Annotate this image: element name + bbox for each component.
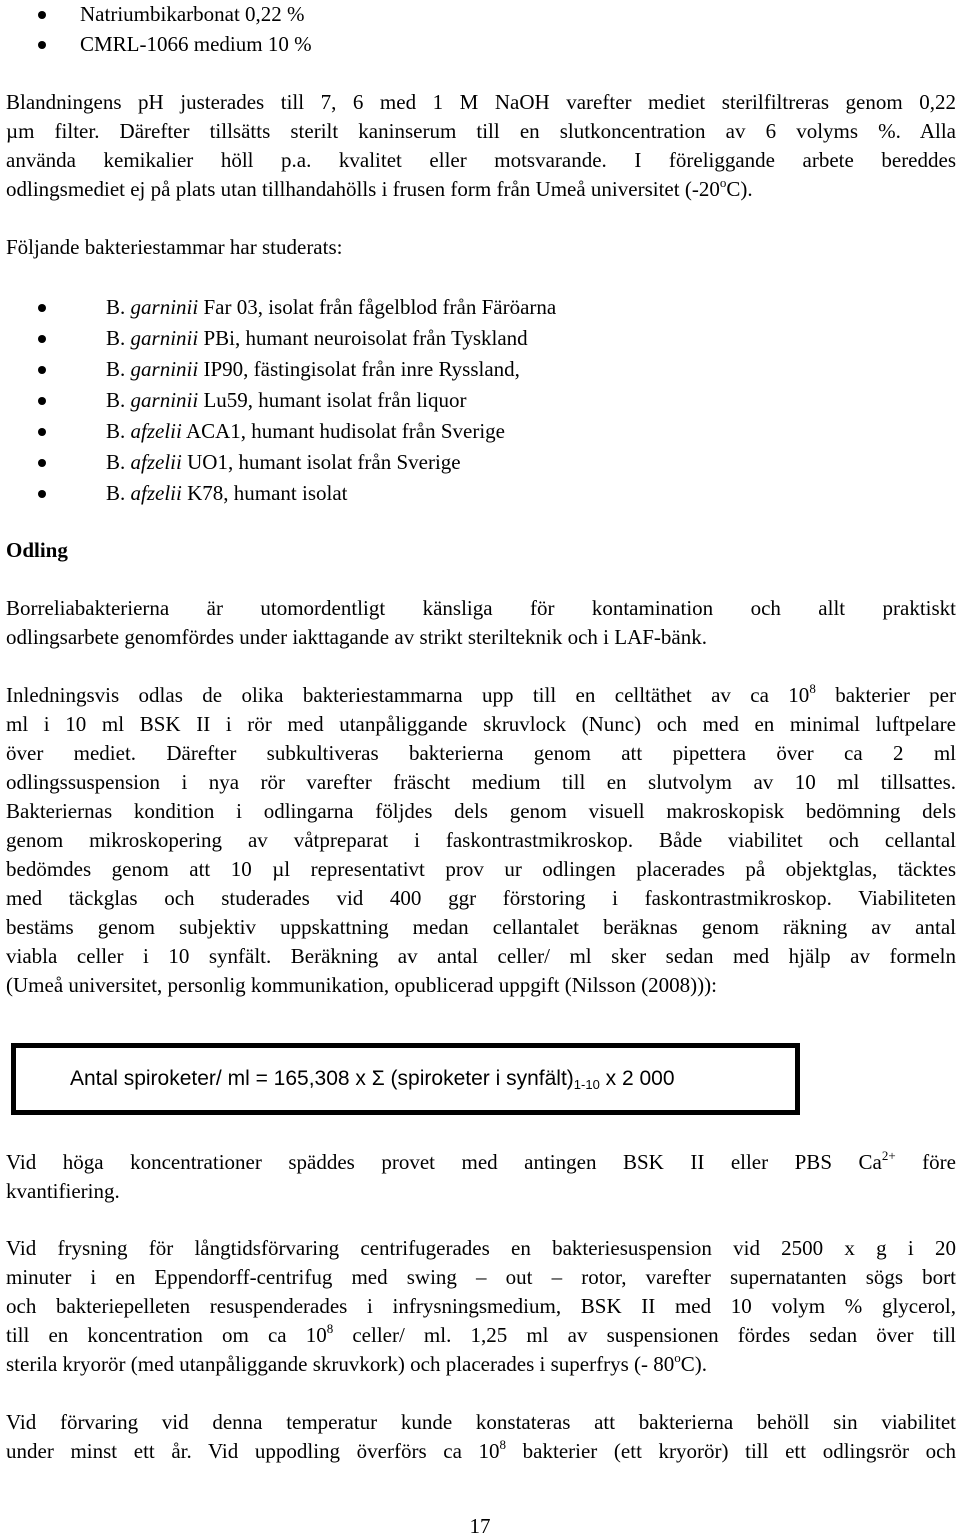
bullet-dot — [38, 459, 46, 467]
strain-desc: Lu59, humant isolat från liquor — [203, 388, 467, 412]
strain-item — [106, 417, 505, 445]
strain-desc: Far 03, isolat från fågelblod från Färöarna — [203, 295, 557, 319]
text-span: celler/ ml. 1,25 ml av suspensionen fördes sedan över till — [333, 1323, 957, 1347]
page-number: 17 — [469, 1514, 491, 1538]
paragraph-line — [6, 1321, 956, 1349]
genus: B. — [106, 326, 126, 350]
genus: B. — [106, 357, 126, 381]
superscript: 2+ — [881, 1148, 896, 1163]
paragraph-line — [6, 681, 956, 709]
bullet-dot — [38, 366, 46, 374]
paragraph-line — [6, 175, 753, 203]
species: garninii — [130, 295, 199, 319]
bullet-dot — [38, 490, 46, 498]
paragraph-line: Borreliabakterierna är utomordentligt känsliga för kontamination och allt praktiskt — [6, 596, 956, 620]
bullet-dot — [38, 335, 46, 343]
paragraph-line — [6, 1350, 707, 1378]
paragraph-line: Vid frysning för långtidsförvaring centrifugerades en bakteriesuspension vid 2500 x g i 20 — [6, 1236, 956, 1260]
text-span: Inledningsvis odlas de olika bakteriestammarna upp till en celltäthet av ca 10 — [6, 683, 810, 707]
text-span: bakterier per — [815, 683, 957, 707]
genus: B. — [106, 388, 126, 412]
bullet-dot — [38, 397, 46, 405]
list-item: Natriumbikarbonat 0,22 % — [80, 2, 305, 26]
paragraph-line: bestäms genom subjektiv uppskattning medan cellantalet beräknas genom räkning av antal — [6, 915, 956, 939]
genus: B. — [106, 295, 126, 319]
paragraph-line: odlingsarbete genomfördes under iakttagande av strikt sterilteknik och i LAF-bänk. — [6, 625, 707, 649]
superscript: 8 — [809, 681, 816, 696]
species: afzelii — [130, 419, 182, 443]
text-span: bakterier (ett kryorör) till ett odlingsrör och — [506, 1439, 956, 1463]
paragraph-line: över mediet. Därefter subkultiveras bakterierna genom att pipettera över ca 2 ml — [6, 741, 956, 765]
strain-desc: IP90, fästingisolat från inre Ryssland, — [203, 357, 520, 381]
text-span: C). — [680, 1352, 708, 1376]
species: garninii — [130, 388, 199, 412]
bullet-dot — [38, 428, 46, 436]
text-span: Vid höga koncentrationer späddes provet med antingen BSK II eller PBS Ca — [6, 1150, 882, 1174]
text-span: före — [895, 1150, 956, 1174]
strain-desc: UO1, humant isolat från Sverige — [187, 450, 461, 474]
paragraph-line: µm filter. Därefter tillsätts sterilt kaninserum till en slutkoncentration av 6 volyms %. Alla — [6, 119, 956, 143]
formula-box — [11, 1043, 800, 1115]
list-item: CMRL-1066 medium 10 % — [80, 32, 312, 56]
formula-subscript: 1-10 — [573, 1077, 600, 1092]
paragraph-line — [6, 1148, 956, 1176]
strain-item — [106, 448, 461, 476]
paragraph-line: använda kemikalier höll p.a. kvalitet eller motsvarande. I föreliggande arbete bereddes — [6, 148, 956, 172]
paragraph-line: genom mikroskopering av våtpreparat i faskontrastmikroskop. Både viabilitet och cellantal — [6, 828, 956, 852]
text-span: odlingsmediet ej på plats utan tillhandahölls i frusen form från Umeå universitet (-20 — [6, 177, 720, 201]
superscript: 8 — [326, 1321, 334, 1336]
formula — [70, 1065, 675, 1093]
species: garninii — [130, 326, 199, 350]
superscript: o — [719, 175, 727, 190]
paragraph-line: kvantifiering. — [6, 1179, 120, 1203]
paragraph-line: Vid förvaring vid denna temperatur kunde konstateras att bakterierna behöll sin viabilitet — [6, 1410, 956, 1434]
strain-desc: PBi, humant neuroisolat från Tyskland — [203, 326, 528, 350]
strain-item — [106, 386, 467, 414]
strain-desc: ACA1, humant hudisolat från Sverige — [185, 419, 505, 443]
text-span: sterila kryorör (med utanpåliggande skruvkork) och placerades i superfrys (- 80 — [6, 1352, 675, 1376]
strain-item — [106, 324, 528, 352]
paragraph-line — [6, 1437, 956, 1465]
text-span: C). — [726, 177, 753, 201]
paragraph-line: Bakteriernas kondition i odlingarna följdes dels genom visuell makroskopisk bedömning dels — [6, 799, 956, 823]
section-heading: Odling — [6, 538, 68, 562]
species: afzelii — [130, 481, 182, 505]
strain-item — [106, 479, 348, 507]
superscript: 8 — [499, 1437, 507, 1452]
genus: B. — [106, 419, 126, 443]
genus: B. — [106, 481, 126, 505]
formula-main: Antal spiroketer/ ml = 165,308 x Σ (spiroketer i synfält) — [70, 1067, 574, 1090]
paragraph-line: viabla celler i 10 synfält. Beräkning av antal celler/ ml sker sedan med hjälp av formeln — [6, 944, 956, 968]
paragraph-line: ml i 10 ml BSK II i rör med utanpåliggande skruvlock (Nunc) och med en minimal luftpelare — [6, 712, 956, 736]
paragraph-line: Blandningens pH justerades till 7, 6 med 1 M NaOH varefter mediet sterilfiltreras genom 0,22 — [6, 90, 956, 114]
bullet-dot — [38, 304, 46, 312]
strains-intro: Följande bakteriestammar har studerats: — [6, 235, 343, 259]
paragraph-line: med täckglas och studerades vid 400 ggr förstoring i faskontrastmikroskop. Viabiliteten — [6, 886, 956, 910]
paragraph-line: bedömdes genom att 10 µl representativt prov ur odlingen placerades på objektglas, täcktes — [6, 857, 956, 881]
text-span: under minst ett år. Vid uppodling överförs ca 10 — [6, 1439, 500, 1463]
species: afzelii — [130, 450, 182, 474]
strain-desc: K78, humant isolat — [187, 481, 348, 505]
paragraph-line: (Umeå universitet, personlig kommunikation, opublicerad uppgift (Nilsson (2008))): — [6, 973, 717, 997]
formula-tail: x 2 000 — [599, 1067, 675, 1090]
paragraph-line: minuter i en Eppendorff-centrifug med swing – out – rotor, varefter supernatanten sögs bort — [6, 1265, 956, 1289]
strain-item — [106, 293, 556, 321]
species: garninii — [130, 357, 199, 381]
genus: B. — [106, 450, 126, 474]
paragraph-line: odlingssuspension i nya rör varefter fräscht medium till en slutvolym av 10 ml tillsattes. — [6, 770, 956, 794]
text-span: till en koncentration om ca 10 — [6, 1323, 327, 1347]
paragraph-line: och bakteriepelleten resuspenderades i infrysningsmedium, BSK II med 10 volym % glycerol, — [6, 1294, 956, 1318]
strain-item — [106, 355, 520, 383]
superscript: o — [674, 1350, 681, 1365]
bullet-dot — [38, 11, 46, 19]
bullet-dot — [38, 41, 46, 49]
